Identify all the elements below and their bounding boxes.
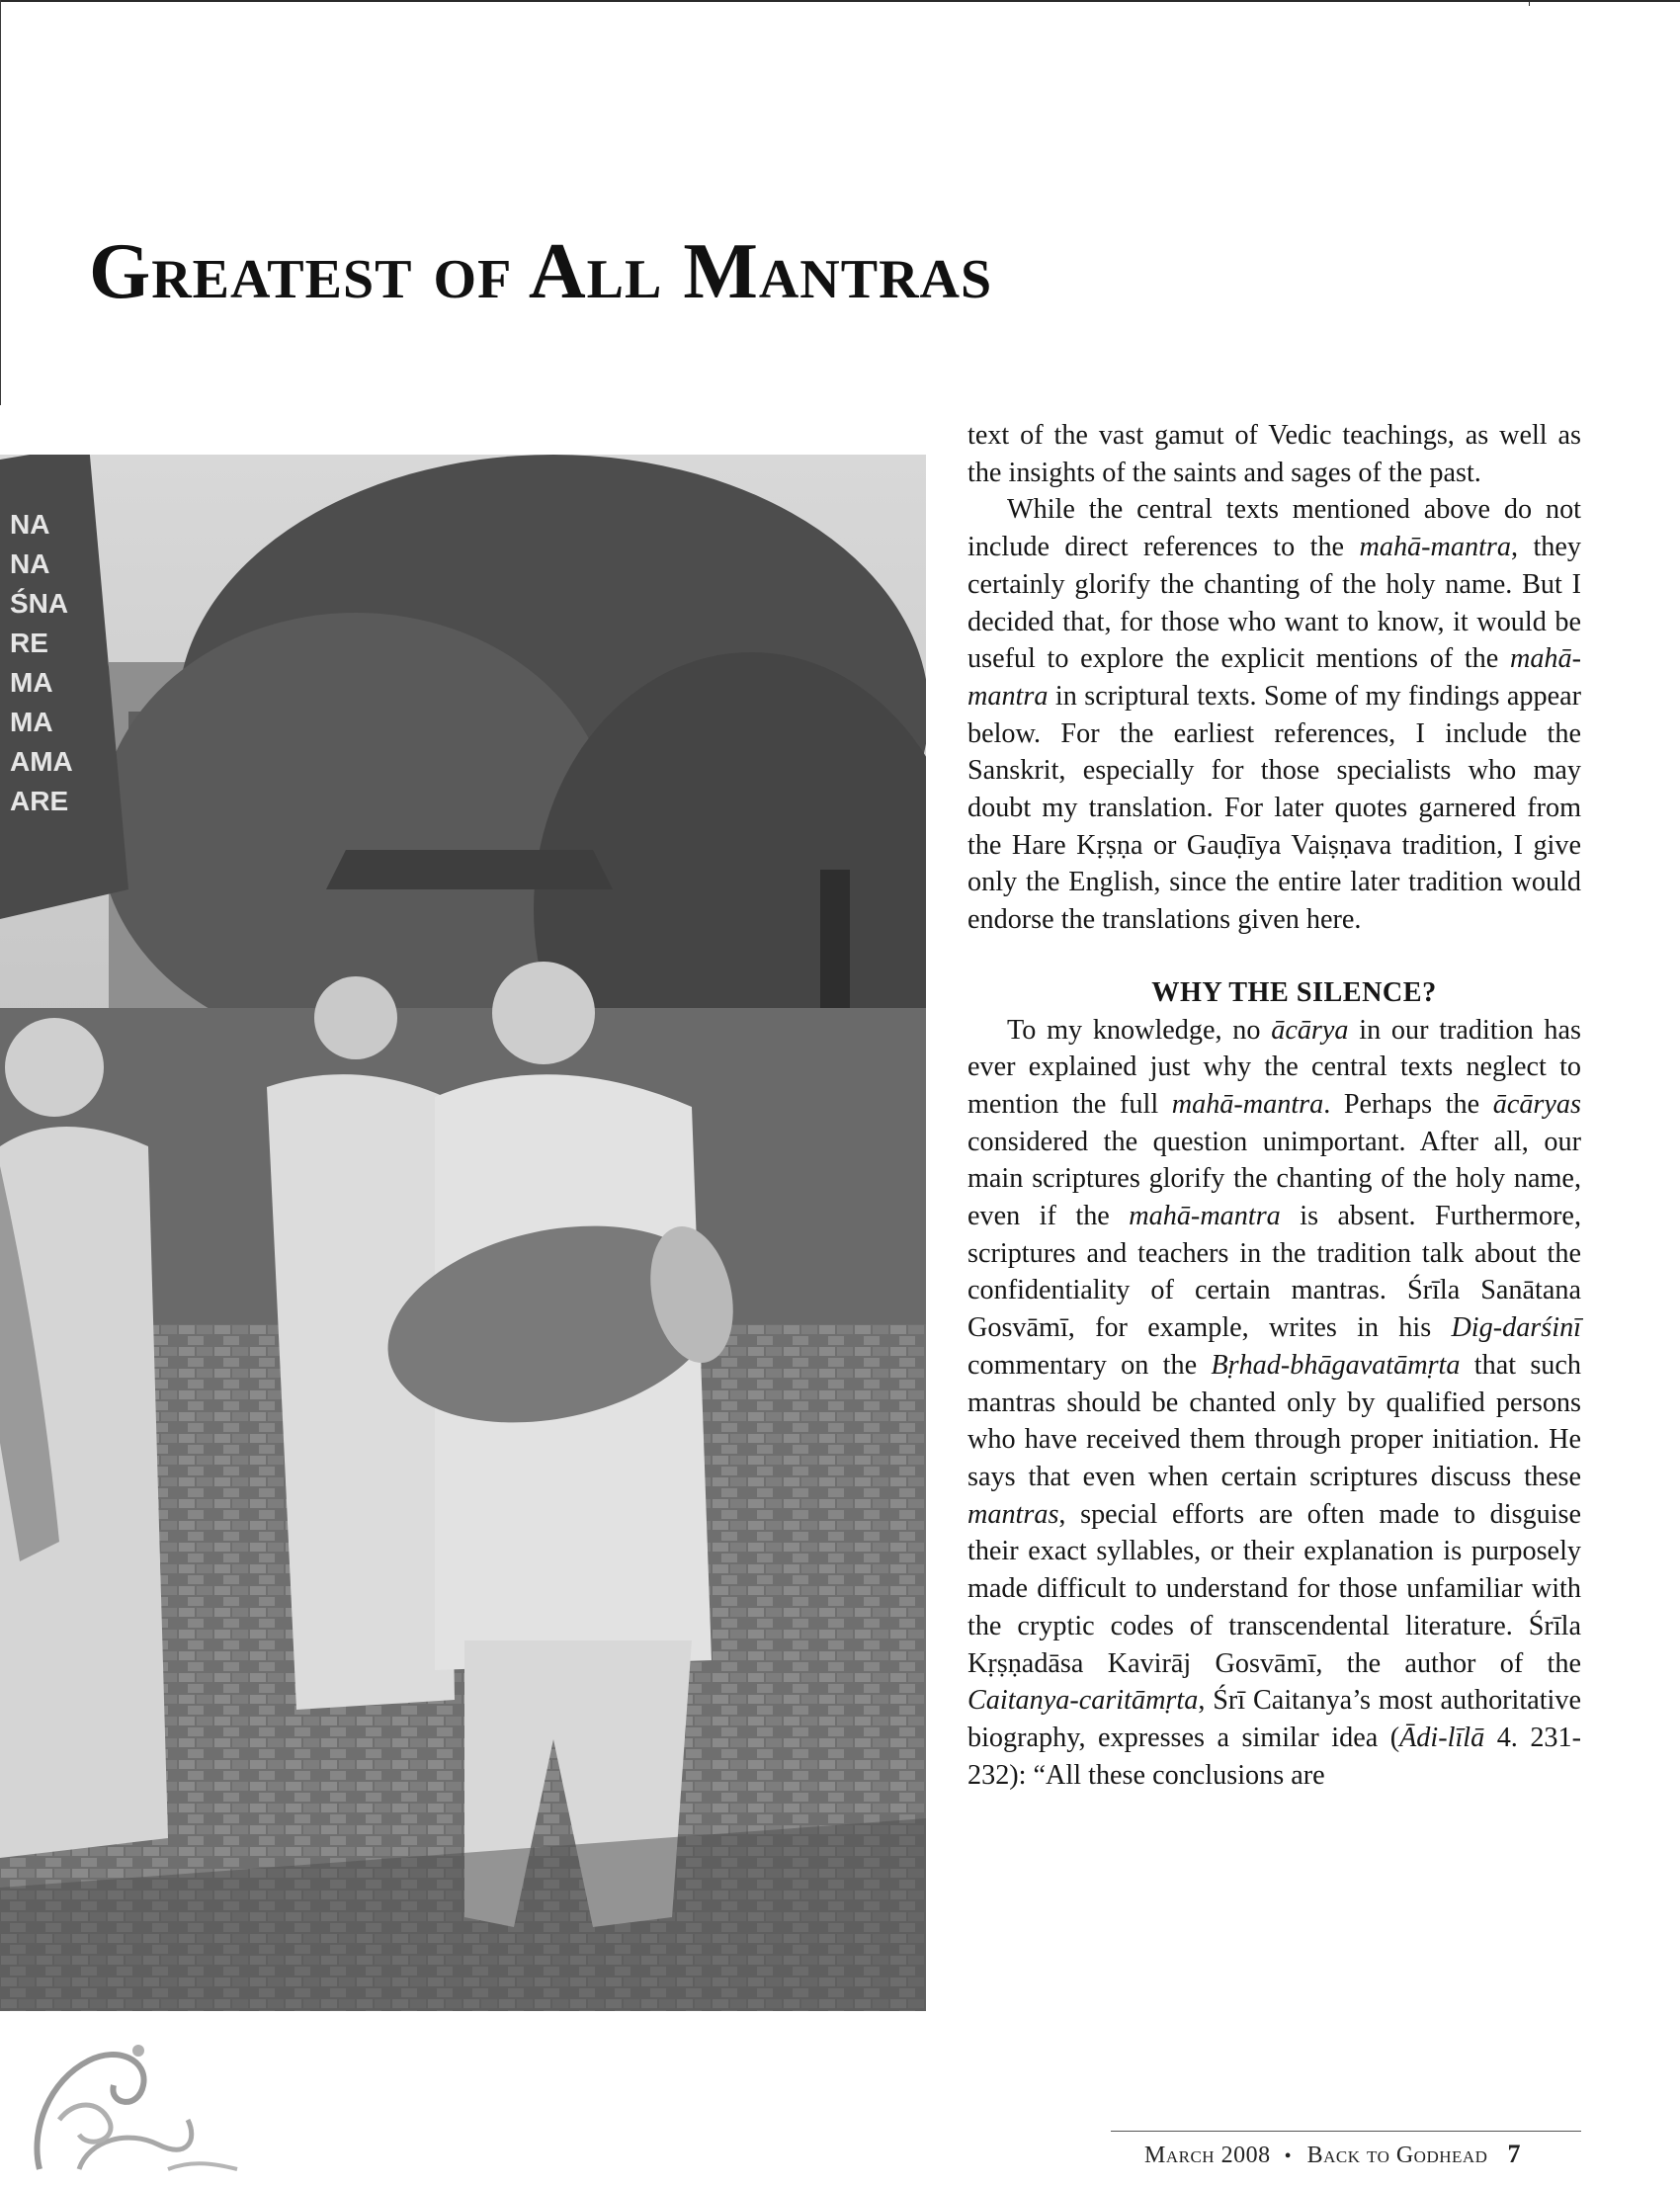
magazine-name: Back to Godhead xyxy=(1306,2143,1488,2168)
article-body xyxy=(967,417,1581,1794)
top-rule xyxy=(0,0,1680,2)
page-footer xyxy=(1144,2134,1581,2177)
svg-text:AMA: AMA xyxy=(10,746,73,777)
photo-illustration xyxy=(0,455,926,2011)
svg-text:NA: NA xyxy=(10,509,50,540)
body-paragraph-1: text of the vast gamut of Vedic teachings, as well as the insights of the saints and sages of the past. xyxy=(967,420,1581,488)
kirtan-procession-photo xyxy=(0,455,926,2011)
issue-date: March 2008 xyxy=(1144,2143,1271,2168)
footer-rule xyxy=(1111,2131,1581,2132)
svg-text:ARE: ARE xyxy=(10,786,69,816)
svg-text:MA: MA xyxy=(10,667,53,698)
top-crop-mark xyxy=(1529,0,1530,6)
svg-text:NA: NA xyxy=(10,548,50,579)
left-margin-rule xyxy=(0,0,1,405)
body-paragraph-2: While the central texts mentioned above do not include direct references to the mahā-mantra, they certainly glorify the chanting of the holy name. But I decided that, for those who want to know, it would be useful to explore the explicit mentions of the mahā-mantra in scriptural texts. Some of my findings appear below. For the earliest references, I include the Sanskrit, especially for those specialists who may doubt my translation. For later quotes garnered from the Hare Kṛṣṇa or Gauḍīya Vaiṣṇava tradition, I give only the English, since the entire later tradition would endorse the translations given here. xyxy=(967,494,1581,936)
section-heading: WHY THE SILENCE? xyxy=(1151,976,1437,1008)
footer-bullet: • xyxy=(1284,2145,1292,2167)
svg-text:RE: RE xyxy=(10,628,48,658)
page-number: 7 xyxy=(1507,2140,1521,2168)
article-title: Greatest of All Mantras xyxy=(89,228,993,315)
svg-text:MA: MA xyxy=(10,707,53,737)
body-paragraph-3: To my knowledge, no ācārya in our tradition has ever explained just why the central texts neglect to mention the full mahā-mantra. Perhaps the ācāryas considered the question unimportant. After all, our main scriptures glorify the chanting of the holy name, even if the mahā-mantra is absent. Furthermore, scriptures and teachers in the tradition talk about the confidentiality of certain mantras. Śrīla Sanātana Gosvāmī, for example, writes in his Dig-darśinī commentary on the Bṛhad-bhāgavatāmṛta that such mantras should be chanted only by qualified persons who have received them through proper initiation. He says that even when certain scriptures discuss these mantras, special efforts are often made to disguise their exact syllables, or their explanation is purposely made difficult to understand for those unfamiliar with the cryptic codes of transcendental literature. Śrīla Kṛṣṇadāsa Kavirāj Gosvāmī, the author of the Caitanya-caritāmṛta, Śrī Caitanya’s most authoritative biography, expresses a similar idea (Ādi-līlā 4. 231-232): “All these conclusions are xyxy=(967,1014,1582,1791)
svg-text:ŚNA: ŚNA xyxy=(10,588,69,619)
floral-ornament xyxy=(20,2021,247,2179)
